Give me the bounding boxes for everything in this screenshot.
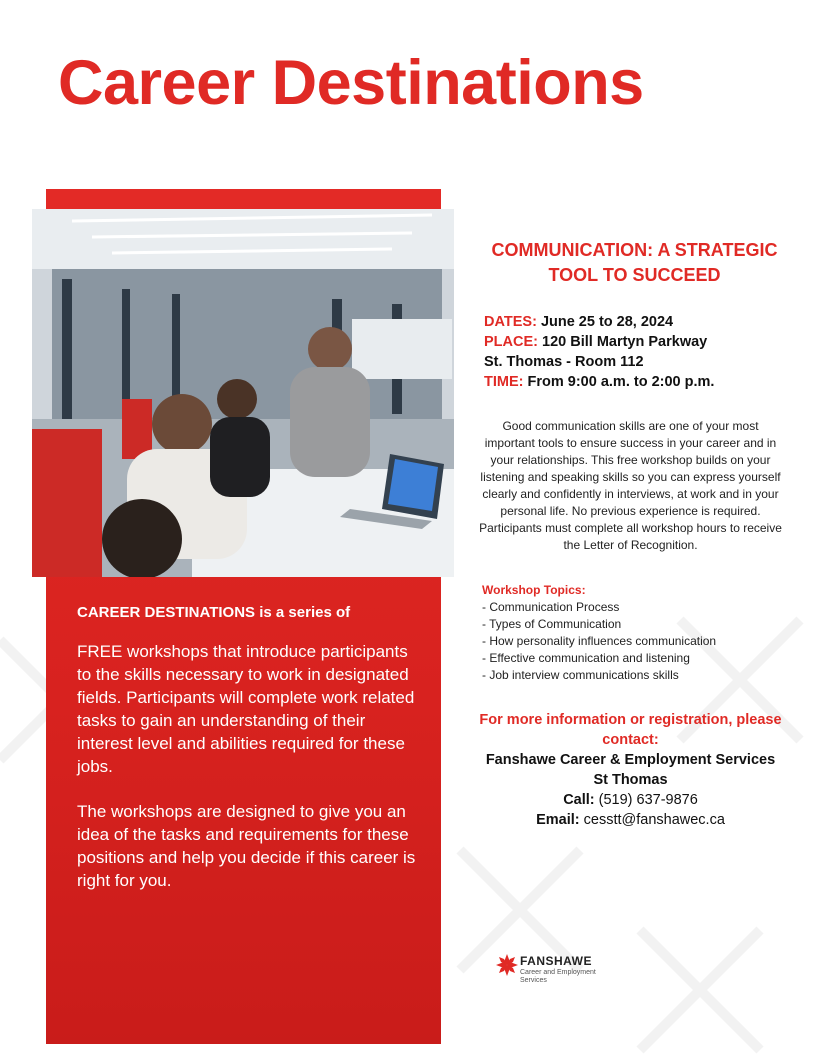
workshop-info (478, 238, 783, 830)
intro-lead: CAREER DESTINATIONS is a series of (77, 604, 351, 621)
email-value[interactable]: cesstt@fanshawec.ca (583, 812, 725, 828)
dates-value: June 25 to 28, 2024 (540, 314, 674, 330)
place-value: 120 Bill Martyn Parkway (542, 334, 708, 350)
topic-item: - Job interview communications skills (482, 668, 679, 682)
intro-paragraph-2: The workshops are designed to give you an idea of the tasks and requirements for these positions and help you decide if this career is right for you. (77, 802, 416, 890)
contact-prompt: For more information or registration, please contact: (479, 712, 782, 748)
logo-subtitle: Career and Employment Services (520, 969, 596, 984)
call-value: (519) 637-9876 (598, 792, 698, 808)
contact-location: St Thomas (593, 772, 668, 788)
workshop-heading: COMMUNICATION: A STRATEGIC TOOL TO SUCCEED (491, 240, 778, 285)
contact-call (478, 790, 783, 810)
time-line (484, 372, 783, 392)
office-meeting-photo (32, 209, 454, 577)
time-label: TIME: (484, 374, 524, 390)
contact-section (478, 710, 783, 830)
dates-label: DATES: (484, 314, 537, 330)
workshop-details (478, 312, 783, 392)
time-value: From 9:00 a.m. to 2:00 p.m. (527, 374, 715, 390)
place-line-2: St. Thomas - Room 112 (484, 354, 644, 370)
place-line (484, 332, 783, 352)
place-label: PLACE: (484, 334, 538, 350)
contact-org: Fanshawe Career & Employment Services (485, 752, 776, 768)
intro-section (77, 604, 422, 914)
fanshawe-mark-icon (496, 954, 518, 976)
page-title: Career Destinations (58, 48, 644, 118)
contact-email (478, 810, 783, 830)
topic-item: - How personality influences communication (482, 634, 717, 648)
intro-paragraph-1: FREE workshops that introduce participants to the skills necessary to work in designated fields. Participants will complete work related tasks to gain an understanding of their interest level and abilities required for these jobs. (77, 642, 415, 776)
topic-item: - Communication Process (482, 600, 620, 614)
workshop-description: Good communication skills are one of your most important tools to ensure success in your career and in your relationships. This free workshop builds on your listening and speaking skills so you can express yourself clearly and confidently in interviews, at work and in your personal life. No previous experience is required. Participants must complete all workshop hours to receive the Letter of Recognition. (479, 419, 782, 552)
dates-line (484, 312, 783, 332)
topic-item: - Types of Communication (482, 617, 622, 631)
fanshawe-logo (496, 952, 636, 992)
email-label: Email: (536, 812, 580, 828)
topic-item: - Effective communication and listening (482, 651, 690, 665)
logo-brand: FANSHAWE (520, 954, 593, 968)
workshop-topics (478, 582, 783, 684)
topics-title: Workshop Topics: (482, 583, 586, 597)
call-label: Call: (563, 792, 595, 808)
